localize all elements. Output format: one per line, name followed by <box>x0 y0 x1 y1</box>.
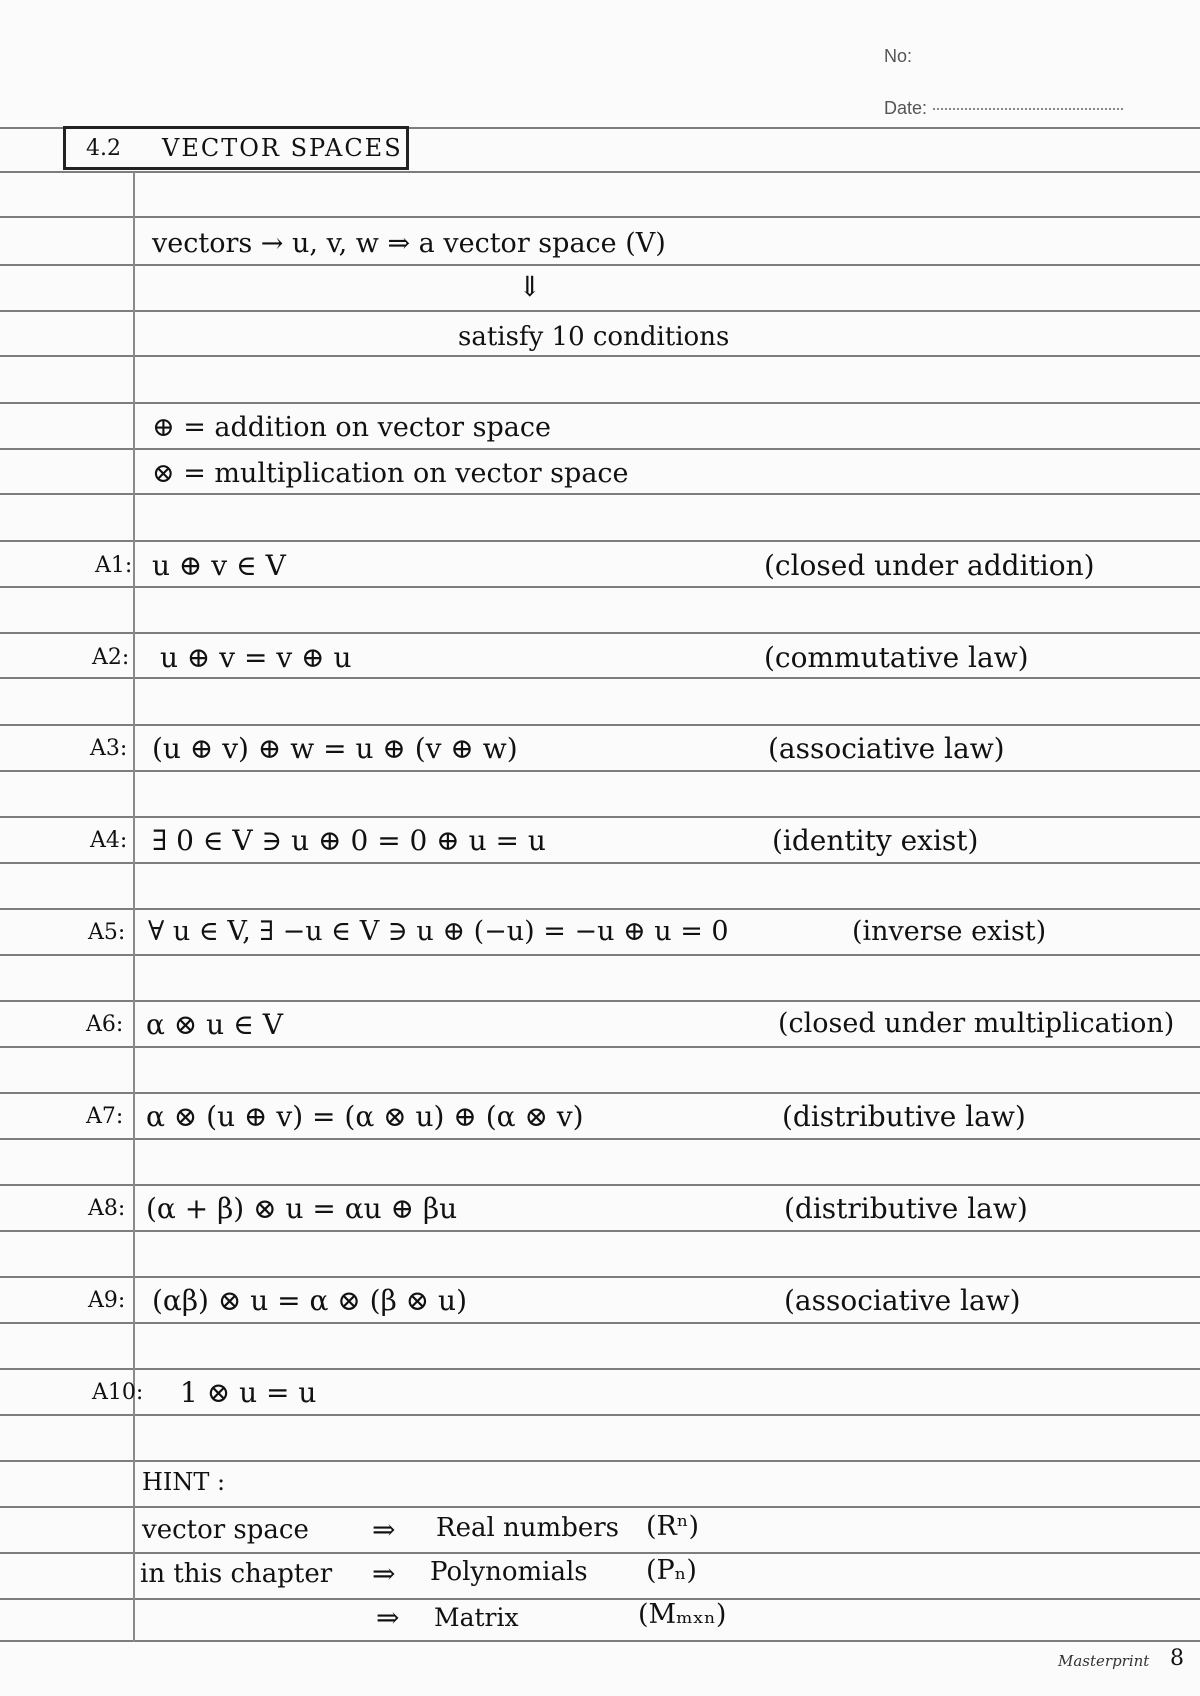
hint-symbol: (Rⁿ) <box>646 1511 700 1542</box>
date-field <box>884 98 1123 119</box>
axiom-label: A10: <box>92 1380 144 1405</box>
ruled-line <box>0 402 1200 404</box>
hint-item: Polynomials <box>430 1557 588 1587</box>
axiom-note: (closed under multiplication) <box>778 1008 1175 1039</box>
ruled-line <box>0 1460 1200 1462</box>
ruled-line <box>0 1230 1200 1232</box>
ruled-line <box>0 586 1200 588</box>
axiom-formula: α ⊗ (u ⊕ v) = (α ⊗ u) ⊕ (α ⊗ v) <box>146 1100 584 1133</box>
intro-line-2: satisfy 10 conditions <box>458 322 730 352</box>
ruled-line <box>0 1092 1200 1094</box>
ruled-line <box>0 1506 1200 1508</box>
hint-item: Real numbers <box>436 1513 619 1543</box>
axiom-formula: (α + β) ⊗ u = αu ⊕ βu <box>146 1192 458 1225</box>
axiom-formula: (u ⊕ v) ⊕ w = u ⊕ (v ⊕ w) <box>152 732 518 765</box>
axiom-note: (associative law) <box>784 1284 1021 1317</box>
ruled-line <box>0 1322 1200 1324</box>
ruled-line <box>0 677 1200 679</box>
axiom-label: A9: <box>88 1288 126 1313</box>
ruled-line <box>0 540 1200 542</box>
axiom-formula: u ⊕ v = v ⊕ u <box>160 641 352 674</box>
date-dotted-line <box>933 108 1123 110</box>
axiom-label: A1: <box>95 553 133 578</box>
axiom-note: (closed under addition) <box>764 549 1095 582</box>
no-label: No: <box>884 46 913 66</box>
ruled-line <box>0 216 1200 218</box>
ruled-line <box>0 1276 1200 1278</box>
axiom-label: A7: <box>86 1104 124 1129</box>
page-title: VECTOR SPACES <box>162 134 403 162</box>
axiom-label: A8: <box>88 1196 126 1221</box>
ruled-line <box>0 1640 1200 1642</box>
ruled-line <box>0 1000 1200 1002</box>
ruled-line <box>0 1552 1200 1554</box>
axiom-label: A2: <box>92 645 130 670</box>
axiom-formula: ∃ 0 ∈ V ∋ u ⊕ 0 = 0 ⊕ u = u <box>152 824 546 857</box>
axiom-note: (associative law) <box>768 732 1005 765</box>
ruled-line <box>0 724 1200 726</box>
axiom-note: (distributive law) <box>782 1100 1026 1133</box>
hint-heading: HINT : <box>142 1468 226 1496</box>
axiom-formula: α ⊗ u ∈ V <box>146 1008 283 1041</box>
axiom-label: A4: <box>90 828 128 853</box>
margin-line <box>133 172 135 1642</box>
date-label: Date: <box>884 98 928 118</box>
hint-symbol: (Mₘₓₙ) <box>638 1599 727 1630</box>
axiom-formula: (αβ) ⊗ u = α ⊗ (β ⊗ u) <box>152 1284 467 1317</box>
hint-left-text: vector space <box>142 1515 309 1545</box>
ruled-line <box>0 355 1200 357</box>
intro-line-1: vectors → u, v, w ⇒ a vector space (V) <box>152 228 666 259</box>
ruled-line <box>0 862 1200 864</box>
axiom-note: (inverse exist) <box>852 916 1047 947</box>
ruled-line <box>0 493 1200 495</box>
section-number: 4.2 <box>86 136 121 161</box>
page-number: 8 <box>1170 1646 1184 1671</box>
axiom-note: (commutative law) <box>764 641 1029 674</box>
hint-arrow: ⇒ <box>372 1513 396 1546</box>
addition-definition: ⊕ = addition on vector space <box>152 412 551 443</box>
axiom-label: A3: <box>90 736 128 761</box>
axiom-label: A6: <box>86 1012 124 1037</box>
ruled-line <box>0 1414 1200 1416</box>
ruled-line <box>0 448 1200 450</box>
axiom-formula: u ⊕ v ∈ V <box>152 549 286 582</box>
ruled-line <box>0 632 1200 634</box>
ruled-line <box>0 1138 1200 1140</box>
hint-left-text: in this chapter <box>140 1559 333 1589</box>
down-arrow: ⇓ <box>518 270 542 303</box>
ruled-line <box>0 816 1200 818</box>
multiplication-definition: ⊗ = multiplication on vector space <box>152 458 629 489</box>
axiom-note: (distributive law) <box>784 1192 1028 1225</box>
hint-arrow: ⇒ <box>372 1557 396 1590</box>
ruled-line <box>0 954 1200 956</box>
ruled-line <box>0 264 1200 266</box>
ruled-line <box>0 1046 1200 1048</box>
axiom-label: A5: <box>88 920 126 945</box>
axiom-note: (identity exist) <box>772 824 979 857</box>
axiom-formula: ∀ u ∈ V, ∃ −u ∈ V ∋ u ⊕ (−u) = −u ⊕ u = 0 <box>148 916 729 947</box>
hint-arrow: ⇒ <box>376 1601 400 1634</box>
hint-symbol: (Pₙ) <box>646 1555 697 1586</box>
hint-item: Matrix <box>434 1603 519 1632</box>
brand-logo: Masterprint <box>1058 1652 1150 1670</box>
ruled-line <box>0 1184 1200 1186</box>
axiom-formula: 1 ⊗ u = u <box>180 1376 317 1409</box>
ruled-line <box>0 908 1200 910</box>
ruled-line <box>0 770 1200 772</box>
ruled-line <box>0 1598 1200 1600</box>
ruled-line <box>0 171 1200 173</box>
ruled-line <box>0 310 1200 312</box>
ruled-line <box>0 1368 1200 1370</box>
